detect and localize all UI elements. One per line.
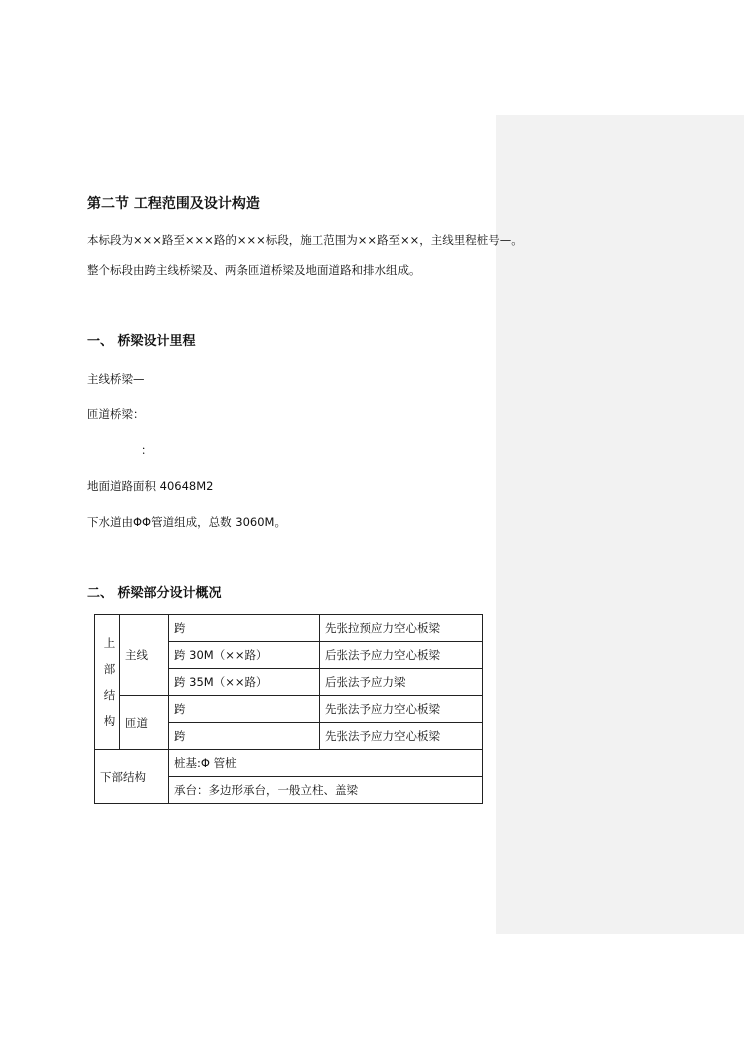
- sewer-text: 下水道由ΦΦ管道组成，总数 3060M。: [87, 515, 286, 529]
- intro-line-1: 本标段为×××路至×××路的×××标段，施工范围为××路至××，主线里程桩号—。: [87, 233, 523, 247]
- table-row: [95, 750, 483, 777]
- pile-foundation-cell: 桩基:Φ 管桩: [169, 750, 483, 777]
- table-row: [95, 696, 483, 723]
- pile-cap-cell: 承台：多边形承台，一般立柱、盖梁: [169, 777, 483, 804]
- section-title: 第二节 工程范围及设计构造: [87, 196, 260, 212]
- upper-structure-label: 上 部 结 构: [95, 615, 120, 750]
- ramp-bridge-text: 匝道桥梁：: [87, 407, 145, 421]
- table-row: [95, 615, 483, 642]
- beam-type-cell: 先张法予应力空心板梁: [320, 696, 483, 723]
- main-line-label: 主线: [120, 615, 169, 696]
- part2-heading: 二、 桥梁部分设计概况: [87, 586, 222, 601]
- span-cell: 跨 30M（××路）: [169, 642, 320, 669]
- beam-type-cell: 后张法予应力梁: [320, 669, 483, 696]
- intro-line-2: 整个标段由跨主线桥梁及、两条匝道桥梁及地面道路和排水组成。: [87, 263, 421, 277]
- lower-structure-label: 下部结构: [95, 750, 169, 804]
- span-cell: 跨: [169, 723, 320, 750]
- span-cell: 跨: [169, 615, 320, 642]
- beam-type-cell: 先张法予应力空心板梁: [320, 723, 483, 750]
- part1-heading: 一、 桥梁设计里程: [87, 334, 196, 349]
- main-bridge-text: 主线桥梁—: [87, 372, 145, 386]
- colon-line: ：: [141, 443, 153, 457]
- beam-type-cell: 后张法予应力空心板梁: [320, 642, 483, 669]
- span-cell: 跨: [169, 696, 320, 723]
- comment-side-panel: [496, 115, 744, 934]
- span-cell: 跨 35M（××路）: [169, 669, 320, 696]
- beam-type-cell: 先张拉预应力空心板梁: [320, 615, 483, 642]
- bridge-design-table: [94, 614, 483, 804]
- ramp-label: 匝道: [120, 696, 169, 750]
- ground-road-text: 地面道路面积 40648M2: [87, 479, 214, 493]
